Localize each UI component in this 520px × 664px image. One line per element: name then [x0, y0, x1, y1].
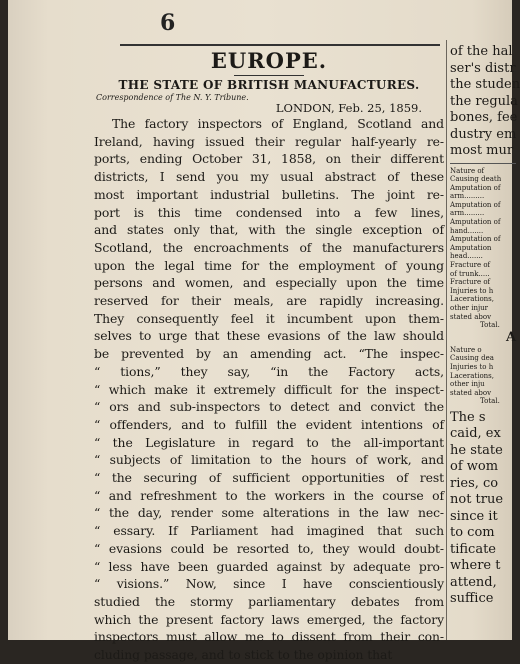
table-line: Lacerations,: [450, 295, 494, 304]
table-line: Amputation of: [450, 235, 501, 244]
article-line: and states only that, with the single exception of: [94, 222, 444, 238]
article-line: “ tions,” they say, “in the Factory acts,: [94, 363, 444, 379]
article-line: studied the stormy parliamentary debates from: [94, 593, 444, 609]
article-line: “ the day, render some alterations in the law nec-: [94, 505, 444, 521]
column-divider: [446, 40, 447, 640]
injury-table-2: [450, 346, 520, 398]
adjacent-line: to com: [450, 525, 495, 541]
table-line: of trunk.....: [450, 269, 490, 278]
article-column: [94, 46, 444, 664]
injury-table: [450, 167, 520, 322]
table-line: arm.........: [450, 192, 485, 201]
table-line: stated abov: [450, 312, 492, 321]
article-line: Ireland, having issued their regular half-yearly re-: [94, 133, 444, 149]
article-line: cluding passage, and to stick to the opinion that: [94, 647, 393, 663]
article-line: “ evasions could be resorted to, they would doubt-: [94, 540, 444, 556]
table-line: Amputation of: [450, 218, 501, 227]
adjacent-line: of the hal: [450, 44, 513, 59]
table-line: Injuries to h: [450, 286, 494, 295]
article-line: “ subjects of limitation to the hours of work, and: [94, 452, 444, 468]
table-line: Causing death: [450, 175, 502, 184]
adjacent-line: dustry em: [450, 126, 517, 142]
article-line: port is this time condensed into a few lines,: [94, 204, 444, 220]
article-line: ports, ending October 31, 1858, on their different: [94, 151, 444, 167]
table-line: Fracture of: [450, 261, 491, 270]
adjacent-line: most mur: [450, 143, 514, 158]
article-line: persons and women, and especially upon the time: [94, 275, 444, 291]
article-line: be prevented by an amending act. “The inspec-: [94, 346, 444, 362]
article-line: They consequently feel it incumbent upon them-: [94, 310, 444, 326]
table-line: Nature of: [450, 166, 485, 175]
adjacent-column: [450, 44, 520, 608]
table-line: stated abov: [450, 388, 492, 397]
article-headline: THE STATE OF BRITISH MANUFACTURES.: [118, 78, 420, 92]
table-line: Amputation of: [450, 200, 501, 209]
table-line: Lacerations,: [450, 371, 494, 380]
article-line: “ the Legislature in regard to the all-important: [94, 434, 444, 450]
section-title: EUROPE.: [210, 48, 328, 73]
newspaper-page: [8, 0, 520, 663]
table-line: other injur: [450, 304, 489, 312]
table-letter: A: [506, 329, 517, 345]
table-line: Causing dea: [450, 354, 494, 363]
table-line: Fracture of: [450, 278, 491, 287]
article-line: “ visions.” Now, since I have conscientiously: [94, 576, 444, 592]
table-total-2: Total.: [480, 397, 500, 406]
article-body: [94, 115, 444, 664]
adjacent-line: tificate: [450, 541, 497, 557]
adjacent-line: attend,: [450, 574, 497, 590]
article-line: “ the securing of sufficient opportunities of rest: [94, 470, 444, 486]
adjacent-line: the studen: [450, 77, 520, 92]
page-number: 6: [160, 10, 176, 36]
correspondence-line: Correspondence of The N. Y. Tribune.: [96, 93, 249, 102]
article-line: “ which make it extremely difficult for the inspect-: [94, 381, 444, 397]
adjacent-line: suffice: [450, 591, 494, 607]
table-line: arm.........: [450, 209, 485, 218]
adjacent-line: bones, fee: [450, 110, 518, 125]
article-line: inspectors must allow me to dissent from their con-: [94, 629, 444, 645]
adjacent-line: ser's distr: [450, 60, 516, 76]
article-line: selves to urge that these evasions of the law should: [94, 328, 444, 344]
article-line: “ and refreshment to the workers in the course of: [94, 487, 444, 503]
article-line: The factory inspectors of England, Scotland and: [112, 116, 444, 131]
dateline: LONDON, Feb. 25, 1859.: [275, 101, 422, 115]
adjacent-line: not true: [450, 492, 504, 508]
adjacent-line: since it: [450, 508, 498, 524]
article-line: “ ors and sub-inspectors to detect and convict the: [94, 399, 444, 415]
adjacent-line: The s: [450, 409, 486, 425]
title-rule: [234, 75, 304, 76]
article-line: districts, I send you my usual abstract of these: [94, 169, 444, 185]
table-line: Nature o: [450, 345, 482, 354]
adjacent-line: ries, co: [450, 475, 499, 491]
article-line: most important industrial bulletins. The joint re-: [94, 186, 444, 202]
table-line: Injuries to h: [450, 362, 494, 371]
article-line: upon the legal time for the employment of young: [94, 257, 444, 273]
article-line: “ essary. If Parliament had imagined that such: [94, 523, 444, 539]
article-line: reserved for their meals, are rapidly increasing.: [94, 293, 444, 309]
article-line: “ less have been guarded against by adequate pro-: [94, 558, 444, 574]
adjacent-line: he state: [450, 442, 503, 458]
adjacent-line: caid, ex: [450, 426, 501, 442]
table-total: Total.: [480, 321, 500, 330]
table-line: head.......: [450, 252, 483, 261]
article-line: which the present factory laws emerged, the factory: [94, 611, 444, 627]
adjacent-column-top: [450, 44, 520, 160]
rule: [450, 163, 516, 164]
adjacent-line: of wom: [450, 459, 499, 475]
adjacent-line: the regula: [450, 93, 518, 109]
table-line: Amputation of: [450, 183, 501, 192]
table-line: other inju: [450, 380, 485, 389]
table-line: hand.......: [450, 226, 484, 235]
adjacent-column-bottom: [450, 410, 520, 608]
adjacent-line: where t: [450, 558, 501, 574]
article-line: “ offenders, and to fulfill the evident intentions of: [94, 416, 444, 432]
article-line: Scotland, the encroachments of the manufacturers: [94, 239, 444, 255]
table-line: Amputation: [450, 243, 492, 252]
